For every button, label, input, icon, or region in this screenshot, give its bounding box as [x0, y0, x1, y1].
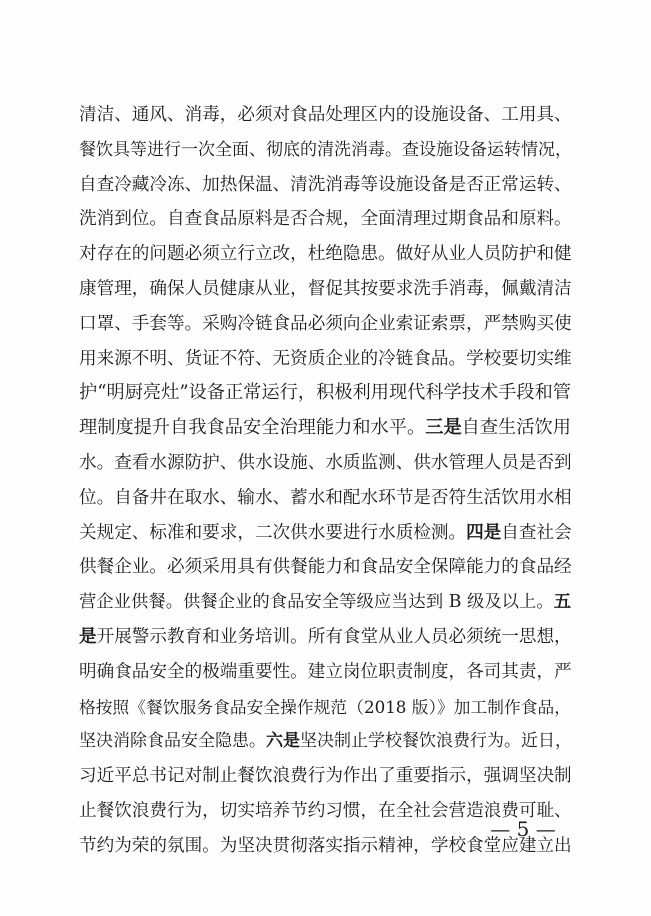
line-text: 护“明厨亮灶”设备正常运行，积极利用现代科学技术手段和管: [79, 382, 571, 404]
line-text: 习近平总书记对制止餐饮浪费行为作出了重要指示，强调坚决制: [79, 766, 572, 787]
body-paragraph: [79, 98, 571, 864]
emphasis-text: 四是: [466, 521, 502, 543]
line-text: 关规定、标准和要求，二次供水要进行水质检测。: [79, 522, 467, 543]
line-text: 用来源不明、货证不符、无资质企业的冷链食品。学校要切实维: [79, 348, 572, 369]
emphasis-text: 是: [79, 625, 97, 647]
line-text: 对存在的问题必须立行立改，杜绝隐患。做好从业人员防护和健: [79, 244, 572, 265]
line-text: 开展警示教育和业务培训。所有食堂从业人员必须统一思想，: [96, 626, 572, 647]
page-number: — 5 —: [490, 817, 556, 841]
text-line: [79, 585, 571, 620]
text-line: [79, 655, 571, 690]
text-line: [79, 376, 571, 411]
text-line: [79, 411, 571, 446]
text-line: [79, 516, 571, 551]
text-line: [79, 202, 571, 237]
text-line: [79, 237, 571, 272]
text-line: [79, 690, 571, 725]
text-line: [79, 307, 571, 342]
line-text: 自查社会: [501, 522, 572, 543]
text-line: [79, 272, 571, 307]
line-text: 理制度提升自我食品安全治理能力和水平。: [79, 417, 426, 439]
line-text: 节约为荣的氛围。为坚决贯彻落实指示精神，学校食堂应建立出: [79, 835, 572, 856]
line-text: 水。查看水源防护、供水设施、水质监测、供水管理人员是否到: [79, 452, 572, 473]
text-line: [79, 446, 571, 481]
line-text: 康管理，确保人员健康从业，督促其按要求洗手消毒，佩戴清洁: [79, 278, 572, 299]
emphasis-text: 六是: [266, 731, 300, 752]
line-text: 餐饮具等进行一次全面、彻底的清洗消毒。查设施设备运转情况，: [79, 139, 572, 160]
text-line: [79, 481, 571, 516]
line-text: 明确食品安全的极端重要性。建立岗位职责制度，各司其责，严: [79, 661, 572, 682]
text-line: [79, 724, 571, 759]
text-line: [79, 98, 571, 133]
text-line: [79, 133, 571, 168]
emphasis-text: 五: [553, 592, 571, 613]
text-line: [79, 620, 571, 655]
line-text: 止餐饮浪费行为，切实培养节约习惯，在全社会营造浪费可耻、: [79, 800, 572, 821]
line-text: 洗消到位。自查食品原料是否合规，全面清理过期食品和原料。: [79, 209, 572, 230]
line-text: 营企业供餐。供餐企业的食品安全等级应当达到 B 级及以上。: [79, 592, 554, 613]
text-line: [79, 759, 571, 794]
line-text: 坚决消除食品安全隐患。: [79, 731, 266, 752]
line-text: 坚决制止学校餐饮浪费行为。近日，: [300, 731, 572, 752]
line-text: 清洁、通风、消毒，必须对食品处理区内的设施设备、工用具、: [79, 105, 572, 125]
line-text: 位。自备井在取水、输水、蓄水和配水环节是否符生活饮用水相: [79, 487, 572, 508]
line-text: 自查冷藏冷冻、加热保温、清洗消毒等设施设备是否正常运转、: [79, 174, 572, 195]
line-text: 格按照《餐饮服务食品安全操作规范（2018 版）》加工制作食品，: [79, 696, 571, 717]
emphasis-text: 三是: [425, 417, 462, 439]
text-line: [79, 168, 571, 203]
text-line: [79, 550, 571, 585]
line-text: 自查生活饮用: [461, 417, 571, 439]
text-line: [79, 342, 571, 377]
line-text: 口罩、手套等。采购冷链食品必须向企业索证索票，严禁购买使: [79, 313, 572, 334]
line-text: 供餐企业。必须采用具有供餐能力和食品安全保障能力的食品经: [79, 557, 572, 578]
